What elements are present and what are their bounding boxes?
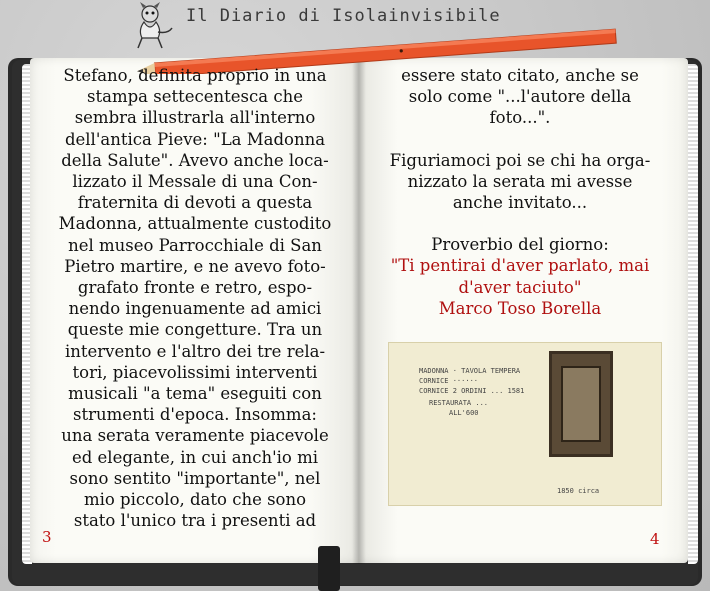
text-line: ed elegante, in cui anch'io mi [71, 447, 319, 467]
text-line: una serata veramente piacevole [61, 426, 329, 446]
text-line: sembra illustrarla all'interno [74, 108, 316, 128]
text-line: intervento e l'altro dei tre rela- [64, 341, 326, 361]
text-line: queste mie congetture. Tra un [67, 320, 323, 340]
text-line: strumenti d'epoca. Insomma: [73, 405, 317, 425]
photo-madonna-frame: MADONNA · TAVOLA TEMPERA CORNICE ······ CORNICE 2 ORDINI ... 1581 RESTAURATA ... ALL'600 1850 circa [388, 342, 662, 506]
page-edges-right [688, 64, 698, 564]
text-line: anche invitato... [452, 193, 588, 213]
text-line: foto...". [489, 108, 551, 128]
text-line: mio piccolo, dato che sono [83, 490, 307, 510]
text-line: Stefano, definita proprio in una [63, 66, 327, 85]
text-line: Pietro martire, e ne avevo foto- [64, 256, 326, 276]
text-line: stato l'unico tra i presenti ad [73, 511, 317, 531]
proverb-quote-line: d'aver taciuto" [458, 277, 582, 297]
text-line: musicali "a tema" eseguiti con [68, 384, 322, 404]
elastic-strap [318, 546, 340, 591]
proverb-quote-line: "Ti pentirai d'aver parlato, mai [390, 256, 650, 276]
text-line: lizzato il Messale di una Con- [72, 172, 318, 192]
text-line: stampa settecentesca che [87, 87, 303, 107]
proverb-heading: Proverbio del giorno: [431, 235, 609, 255]
text-line: tori, piacevolissimi interventi [72, 362, 318, 382]
paragraph [372, 150, 668, 214]
page-number-left: 3 [42, 528, 52, 546]
proverb-author: Marco Toso Borella [438, 298, 602, 318]
left-page-text [44, 65, 346, 531]
site-title: Il Diario di Isolainvisibile [186, 6, 501, 26]
text-line: fraternita di devoti a questa [77, 193, 313, 213]
text-line: Figuriamoci poi se chi ha orga- [389, 150, 651, 170]
book-spine [352, 58, 366, 564]
page-number-right: 4 [650, 530, 660, 548]
text-line: essere stato citato, anche se [401, 66, 639, 85]
text-line: grafato fronte e retro, espo- [77, 278, 313, 298]
text-line: della Salute". Avevo anche loca- [61, 150, 329, 170]
right-page-text [372, 65, 668, 319]
proverb-block [372, 234, 668, 319]
madonna-image [561, 366, 601, 442]
text-line: nendo ingenuamente ad amici [68, 299, 322, 319]
text-line: Madonna, attualmente custodito [58, 214, 332, 234]
icon-frame [549, 351, 613, 457]
text-line: sono sentito "importante", nel [69, 468, 321, 488]
text-line: dell'antica Pieve: "La Madonna [64, 129, 326, 149]
paragraph [372, 65, 668, 129]
text-line: nel museo Parrocchiale di San [68, 235, 322, 255]
text-line: nizzato la serata mi avesse [407, 171, 633, 191]
text-line: solo come "...l'autore della [408, 87, 632, 107]
